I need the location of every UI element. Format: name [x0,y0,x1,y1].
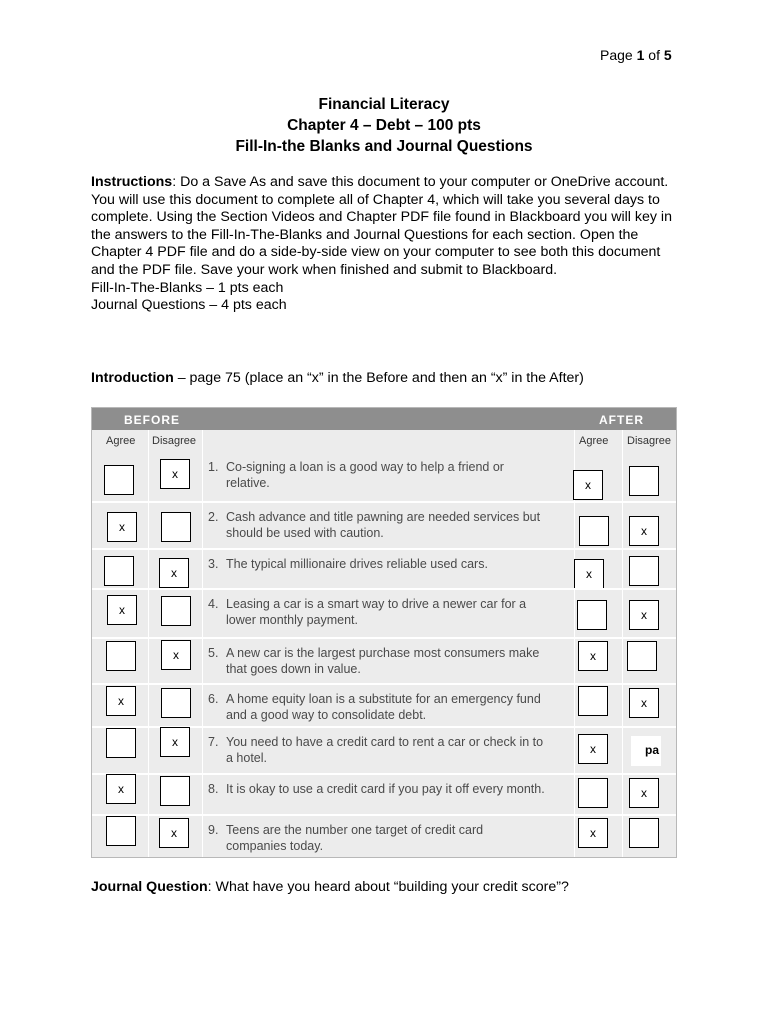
page-label: Page [600,47,633,63]
after-agree-checkbox[interactable] [578,686,608,716]
checkbox-mark: x [171,566,177,580]
table-header-band [92,408,676,430]
after-agree-header: Agree [579,435,609,447]
statement-number: 8. [208,782,219,796]
journal-label: Journal Question [91,879,208,895]
introduction-section [91,370,691,388]
before-disagree-checkbox[interactable] [161,688,191,718]
page-total: 5 [663,47,672,63]
checkbox-mark: x [590,649,596,663]
statement-number: 5. [208,646,219,660]
after-disagree-checkbox[interactable] [629,466,659,496]
statement-text: Teens are the number one target of credit card companies today. [226,823,484,853]
checkbox-mark: x [172,735,178,749]
statement-text: The typical millionaire drives reliable used cars. [226,557,488,571]
checkbox-mark: pa [644,743,659,757]
page-of: of [648,47,660,63]
points-fill-in: Fill-In-The-Blanks – 1 pts each [91,279,284,296]
checkbox-mark: x [118,782,124,796]
journal-question [91,879,691,897]
instructions-section [91,174,681,315]
checkbox-mark: x [585,478,591,492]
before-agree-checkbox[interactable] [106,774,136,804]
before-disagree-checkbox[interactable] [161,596,191,626]
points-journal: Journal Questions – 4 pts each [91,297,287,314]
before-agree-checkbox[interactable] [106,686,136,716]
statement-text: Leasing a car is a smart way to drive a newer car for a lower monthly payment. [226,597,527,627]
before-agree-checkbox[interactable] [104,556,134,586]
checkbox-mark: x [119,603,125,617]
before-disagree-header: Disagree [152,435,197,447]
statement-text: Co-signing a loan is a good way to help a friend or relative. [226,460,504,490]
after-agree-checkbox[interactable] [579,516,609,546]
row-divider [92,501,676,503]
checkbox-mark: x [641,786,647,800]
instructions-label: Instructions [91,174,173,190]
checkbox-mark: x [641,608,647,622]
statement-text: You need to have a credit card to rent a car or check in to a hotel. [226,735,544,765]
after-disagree-header: Disagree [627,435,672,447]
document-title [0,94,768,157]
statement-number: 1. [208,460,219,474]
row-divider [92,588,676,590]
column-divider [622,430,623,857]
introduction-label: Introduction [91,370,174,386]
before-disagree-checkbox[interactable] [160,459,190,489]
row-divider [92,548,676,550]
before-agree-checkbox[interactable] [107,512,137,542]
before-after-table [91,407,677,858]
title-line-3: Fill-In-the Blanks and Journal Questions [235,138,533,155]
checkbox-mark: x [172,467,178,481]
after-agree-checkbox[interactable] [578,818,608,848]
statement-text: A new car is the largest purchase most consumers make that goes down in value. [226,646,540,676]
instructions-text: : Do a Save As and save this document to your computer or OneDrive account. You will use this document to complete all of Chapter 4, which will take you several days to complete. Using the Section Videos and Chapter PDF file found in Blackboard you will key in the answers to the Fill-In-The-Blanks and Journal Questions for each section. Open the Chapter 4 PDF file and do a side-by-side view on your computer to see both this document and the PDF file. Save your work when finished and submit to Blackboard. [91,174,672,278]
introduction-text: – page 75 (place an “x” in the Before and then an “x” in the After) [173,370,584,386]
statement-number: 7. [208,735,219,749]
column-divider [148,430,149,857]
after-agree-checkbox[interactable] [577,600,607,630]
before-agree-checkbox[interactable] [106,728,136,758]
after-agree-checkbox[interactable] [573,470,603,500]
checkbox-mark: x [119,520,125,534]
row-divider [92,683,676,685]
checkbox-mark: x [171,826,177,840]
before-disagree-checkbox[interactable] [159,818,189,848]
statement-number: 4. [208,597,219,611]
before-agree-checkbox[interactable] [106,816,136,846]
row-divider [92,637,676,639]
after-agree-checkbox[interactable] [578,778,608,808]
checkbox-mark: x [641,524,647,538]
after-disagree-checkbox[interactable] [629,600,659,630]
before-agree-header: Agree [106,435,136,447]
before-disagree-checkbox[interactable] [161,640,191,670]
checkbox-mark: x [173,648,179,662]
before-disagree-checkbox[interactable] [160,727,190,757]
before-disagree-checkbox[interactable] [159,558,189,588]
after-disagree-checkbox[interactable] [629,778,659,808]
after-disagree-checkbox[interactable] [629,556,659,586]
before-disagree-checkbox[interactable] [161,512,191,542]
title-line-1: Financial Literacy [318,96,450,113]
column-divider [202,430,203,857]
row-divider [92,814,676,816]
checkbox-mark: x [118,694,124,708]
before-disagree-checkbox[interactable] [160,776,190,806]
page-current: 1 [636,47,645,63]
row-divider [92,773,676,775]
before-agree-checkbox[interactable] [106,641,136,671]
page-number [600,47,672,65]
after-disagree-checkbox[interactable] [627,641,657,671]
after-disagree-checkbox[interactable] [629,516,659,546]
checkbox-mark: x [590,826,596,840]
statement-text: It is okay to use a credit card if you pay it off every month. [226,782,545,796]
after-disagree-checkbox[interactable] [629,688,659,718]
after-agree-checkbox[interactable] [578,641,608,671]
title-line-2: Chapter 4 – Debt – 100 pts [287,117,481,134]
after-label: AFTER [599,413,644,427]
checkbox-mark: x [586,567,592,581]
before-agree-checkbox[interactable] [104,465,134,495]
statement-text: A home equity loan is a substitute for an emergency fund and a good way to consolidate debt. [226,692,541,722]
checkbox-mark: x [590,742,596,756]
statement-number: 6. [208,692,219,706]
checkbox-mark: x [641,696,647,710]
journal-text: : What have you heard about “building your credit score”? [207,879,569,895]
before-label: BEFORE [124,413,181,427]
after-disagree-checkbox[interactable] [631,736,661,766]
after-agree-checkbox[interactable] [578,734,608,764]
statement-number: 2. [208,510,219,524]
after-disagree-checkbox[interactable] [629,818,659,848]
after-agree-checkbox[interactable] [574,559,604,589]
statement-number: 9. [208,823,219,837]
statement-text: Cash advance and title pawning are needed services but should be used with caution. [226,510,541,540]
statement-number: 3. [208,557,219,571]
before-agree-checkbox[interactable] [107,595,137,625]
